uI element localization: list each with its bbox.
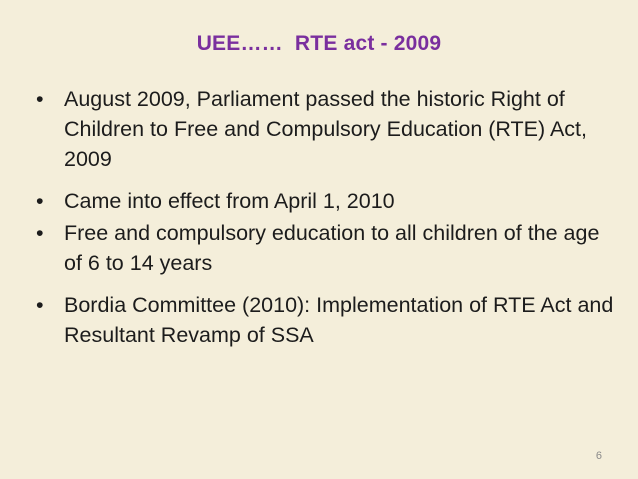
bullet-text: Free and compulsory education to all children of the age of 6 to 14 years [64,221,600,275]
bullet-item [34,84,614,174]
bullet-icon: • [36,293,44,317]
bullet-item [34,290,614,350]
bullet-item [34,186,614,216]
bullet-icon: • [36,87,44,111]
bullet-list [34,84,614,362]
bullet-icon: • [36,221,44,245]
slide-title: UEE…… RTE act - 2009 [196,32,442,55]
page-number: 6 [595,450,602,462]
bullet-text: August 2009, Parliament passed the historic Right of Children to Free and Compulsory Education (RTE) Act, 2009 [64,87,588,171]
bullet-text: Came into effect from April 1, 2010 [64,189,395,213]
bullet-text: Bordia Committee (2010): Implementation of RTE Act and Resultant Revamp of SSA [64,293,614,347]
bullet-icon: • [36,189,44,213]
bullet-item [34,218,614,278]
